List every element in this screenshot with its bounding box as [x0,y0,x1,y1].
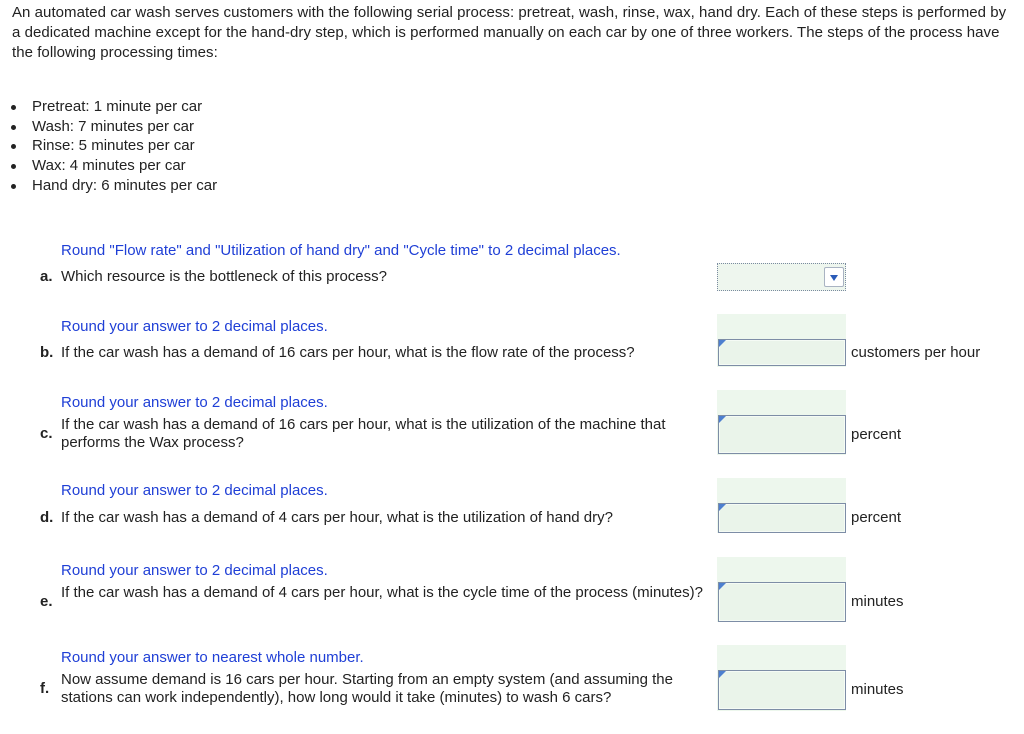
rounding-hint-a: Round "Flow rate" and "Utilization of hand dry" and "Cycle time" to 2 decimal places. [61,242,621,259]
list-item: Wax: 4 minutes per car [0,156,217,176]
wax-utilization-input[interactable] [718,415,846,454]
dropdown-button[interactable] [824,267,844,287]
question-text-f: Now assume demand is 16 cars per hour. Starting from an empty system (and assuming the stations can work independently), how long would it take (minutes) to wash 6 cars? [61,671,673,706]
rounding-hint-b: Round your answer to 2 decimal places. [61,318,328,335]
question-text-e: If the car wash has a demand of 4 cars per hour, what is the cycle time of the process (minutes)? [61,584,703,601]
answer-flag-icon [719,583,726,590]
unit-label-c: percent [851,426,902,443]
problem-intro: An automated car wash serves customers with the following serial process: pretreat, wash, rinse, wax, hand dry. Each of these steps is performed by a dedicated machine except for the hand-dry step, which is performed manually on each car by one of three workers. The steps of the process have the following processing times: [12,4,1007,61]
question-letter-e: e. [40,593,53,610]
list-item: Pretreat: 1 minute per car [0,97,217,117]
answer-flag-icon [719,416,726,423]
flow-rate-input[interactable] [718,339,846,366]
bottleneck-select[interactable] [717,263,846,291]
question-text-b: If the car wash has a demand of 16 cars per hour, what is the flow rate of the process? [61,344,635,361]
question-text-c: If the car wash has a demand of 16 cars per hour, what is the utilization of the machine that performs the Wax process? [61,416,666,451]
chevron-down-icon [830,275,838,281]
rounding-hint-d: Round your answer to 2 decimal places. [61,482,328,499]
unit-label-b: customers per hour [851,344,981,361]
question-text-d: If the car wash has a demand of 4 cars per hour, what is the utilization of hand dry? [61,509,613,526]
bullet-icon [11,184,16,189]
question-letter-a: a. [40,268,53,285]
question-text-a: Which resource is the bottleneck of this process? [61,268,387,285]
answer-flag-icon [719,671,726,678]
answer-flag-icon [719,340,726,347]
list-item: Rinse: 5 minutes per car [0,136,217,156]
rounding-hint-e: Round your answer to 2 decimal places. [61,562,328,579]
bullet-icon [11,164,16,169]
answer-flag-icon [719,504,726,511]
time-to-wash-input[interactable] [718,670,846,710]
list-item: Wash: 7 minutes per car [0,117,217,137]
question-letter-d: d. [40,509,54,526]
bullet-icon [11,144,16,149]
bullet-icon [11,125,16,130]
question-letter-f: f. [40,680,50,697]
hand-dry-utilization-input[interactable] [718,503,846,533]
unit-label-e: minutes [851,593,904,610]
rounding-hint-f: Round your answer to nearest whole number. [61,649,364,666]
cycle-time-input[interactable] [718,582,846,622]
unit-label-d: percent [851,509,902,526]
unit-label-f: minutes [851,681,904,698]
question-letter-c: c. [40,425,53,442]
list-item: Hand dry: 6 minutes per car [0,176,217,196]
question-letter-b: b. [40,344,54,361]
bullet-icon [11,105,16,110]
rounding-hint-c: Round your answer to 2 decimal places. [61,394,328,411]
process-steps-list [0,97,217,195]
